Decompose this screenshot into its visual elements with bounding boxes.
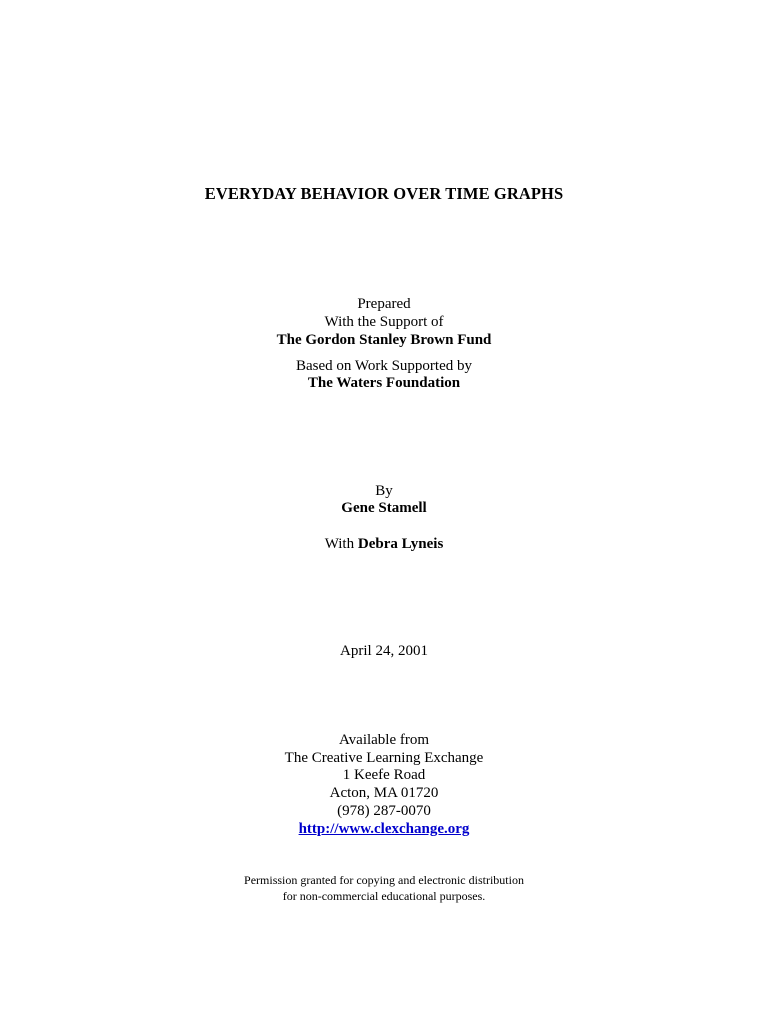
document-title: EVERYDAY BEHAVIOR OVER TIME GRAPHS [204, 184, 564, 203]
document-date: April 24, 2001 [340, 643, 428, 659]
prepared-label: Prepared [357, 296, 411, 312]
permission-line-2: for non-commercial educational purposes. [282, 889, 486, 903]
coauthor-name: Debra Lyneis [357, 536, 444, 552]
foundation-name: The Waters Foundation [307, 375, 461, 391]
based-on-label: Based on Work Supported by [295, 358, 472, 374]
phone-number: (978) 287-0070 [337, 803, 431, 819]
organization-name: The Creative Learning Exchange [284, 750, 484, 766]
city-address: Acton, MA 01720 [329, 785, 439, 801]
by-label: By [375, 483, 393, 499]
available-from-label: Available from [338, 732, 430, 748]
support-label: With the Support of [324, 314, 444, 330]
permission-line-1: Permission granted for copying and electronic distribution [244, 873, 524, 887]
fund-name: The Gordon Stanley Brown Fund [276, 332, 492, 348]
coauthor-line [0, 535, 768, 553]
author-name: Gene Stamell [341, 500, 427, 516]
with-label: With [324, 536, 355, 552]
street-address: 1 Keefe Road [342, 767, 426, 783]
website-line [0, 820, 768, 838]
website-link[interactable]: http://www.clexchange.org [298, 821, 470, 837]
